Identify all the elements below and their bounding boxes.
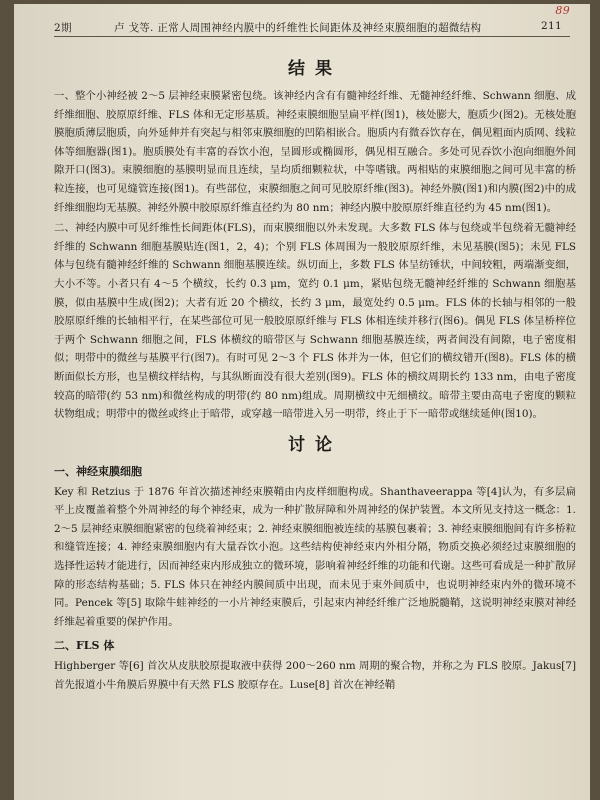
- page-number: 211: [541, 20, 562, 32]
- results-heading: 结果: [288, 59, 342, 79]
- issue-label: 2期: [54, 22, 72, 34]
- discussion-subheading-2: 二、FLS 体: [54, 639, 115, 653]
- running-header: [54, 4, 570, 37]
- discussion-paragraph-1: Key 和 Retzius 于 1876 年首次描述神经束膜鞘由内皮样细胞构成。Shanthaveerappa 等[4]认为，有多层扁平上皮覆盖着整个外周神经的每个神经束，成为一种扩散屏障和外周神经的保护装置。本文所见支持这一概念：1. 2～5 层神经束膜细胞紧密的包绕着神经束；2. 神经束膜细胞被连续的基膜包裹着；3. 神经束膜细胞间有许多桥粒和缝管连接；4. 神经束膜细胞内有大量吞饮小泡。这些结构使神经束内外相分隔，物质交换必须经过束膜细胞的选择性运转才能进行，因而神经束内形成独立的微环境，影响着神经纤维的功能和代谢。这些可看成是一种扩散屏障的形态结构基础；5. FLS 体只在神经内膜间质中出现，而未见于束外间质中，也说明神经束内外的微环境不同。Pencek 等[5] 取除牛蛙神经的一小片神经束膜后，引起束内神经纤维广泛地脱髓鞘，这说明神经束膜对神经纤维起着重要的保护作用。: [54, 485, 576, 628]
- handwritten-mark: 89: [555, 4, 570, 17]
- discussion-subheading-1: 一、神经束膜细胞: [54, 464, 142, 478]
- results-paragraph-1: 一、整个小神经被 2～5 层神经束膜紧密包绕。该神经内含有有髓神经纤维、无髓神经纤维、Schwann 细胞、成纤维细胞、胶原原纤维、FLS 体和无定形基质。神经束膜细胞呈扁平样(图1)，核处膨大，胞质少(图2)。无核处胞膜胞质薄层胞质，向外延伸并有突起与相邻束膜细胞的凹陷相嵌合。胞质内有微吞饮存在，偶见粗面内质网、线粒体等细胞器(图1)。胞质膜处有丰富的吞饮小泡，呈圆形或椭圆形，偶见相互融合。多处可见吞饮小泡向细胞外间隙开口(图3)。束膜细胞的基膜明显而且连续，呈均质细颗粒状，中等嗜锇。两相贴的束膜细胞之间可见丰富的桥粒连接，也可见缝管连接(图1)。有些部位，束膜细胞之间可见胶原纤维(图3)。神经外膜(图1)和内膜(图2)中的成纤维细胞均无基膜。神经外膜中胶原原纤维直径约为 80 nm；神经内膜中胶原原纤维直径约为 45 nm(图1)。: [54, 90, 576, 214]
- running-title: 卢 戈等. 正常人周围神经内膜中的纤维性长间距体及神经束膜细胞的超微结构: [114, 22, 482, 34]
- document-page: [14, 4, 590, 800]
- discussion-heading: 讨论: [288, 434, 342, 455]
- discussion-paragraph-2: Highberger 等[6] 首次从皮肤胶原提取液中获得 200～260 nm 周期的聚合物，并称之为 FLS 胶原。Jakus[7] 首先报道小牛角膜后界膜中有天然 FLS 胶原存在。Luse[8] 首次在神经鞘: [54, 660, 576, 692]
- page-content: [54, 48, 576, 697]
- results-paragraph-2: 二、神经内膜中可见纤维性长间距体(FLS)，而束膜细胞以外未发现。大多数 FLS 体与包绕或半包绕着无髓神经纤维的 Schwann 细胞基膜贴连(图1，2，4)；个别 FLS 体周围为一般胶原原纤维，未见基膜(图5)；未见 FLS 体与包绕有髓神经纤维的 Schwann 细胞基膜连续。纵切面上，多数 FLS 体呈纺锤状，中间较粗，两端渐变细，大小不等。小者只有 4～5 个横纹，长约 0.3 μm，宽约 0.1 μm，紧贴包绕无髓神经纤维的 Schwann 细胞基膜，似由基膜中生成(图2)；大者有近 20 个横纹，长约 3 μm，最宽处约 0.5 μm。FLS 体的长轴与相邻的一般胶原原纤维的长轴相平行，在某些部位可见一般胶原原纤维与 FLS 体相连续并移行(图6)。偶见 FLS 体呈桥梓位于两个 Schwann 细胞之间，FLS 体横纹的暗带区与 Schwann 细胞基膜连续，两者间没有间隙，电子密度相似；明带中的微丝与基膜平行(图7)。有时可见 2～3 个 FLS 体并为一体，但它们的横纹错开(图8)。FLS 体的横断面似长方形，也呈横纹样结构，与其纵断面没有很大差别(图9)。FLS 体的横纹周期长约 133 nm，由电子密度较高的暗带(约 53 nm)和微丝构成的明带(约 80 nm)组成。周期横纹中无细横纹。暗带主要由高电子密度的颗粒状物组成；明带中的微丝或终止于暗带，或穿越一暗带进入另一明带，终止于下一暗带或继续延伸(图10)。: [54, 222, 576, 421]
